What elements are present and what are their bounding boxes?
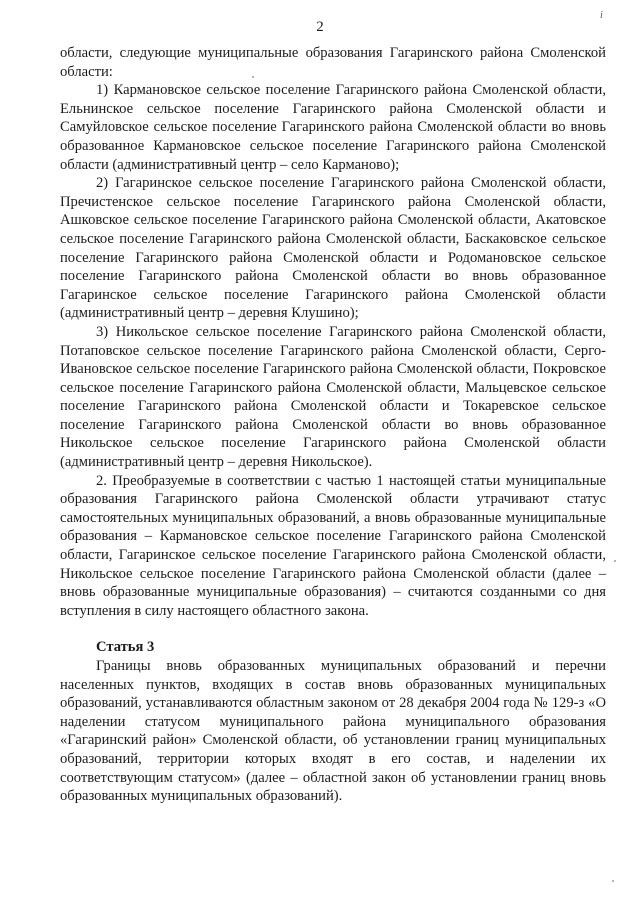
article-3-text: Границы вновь образованных муниципальных образований и перечни населенных пунктов, входящих в состав вновь образованных муниципальных образований, устанавливаются областным законом от 28 декабря 2004 года № 129-з «О наделении статусом муниципального района муниципального образования «Гагаринский район» Смоленской области, об установлении границ муниципальных образований, территории которых входят в его состав, и наделении их соответствующим статусом» (далее – областной закон об установлении границ вновь образованных муниципальных образований). — [60, 658, 606, 805]
scan-speck — [614, 560, 616, 562]
list-item-2: 2) Гагаринское сельское поселение Гагаринского района Смоленской области, Пречистенское сельское поселение Гагаринского района Смоленской области, Ашковское сельское поселение Гагаринского района Смоленской области, Акатовское сельское поселение Гагаринского района Смоленской области, Баскаковское сельское поселение Гагаринского района Смоленской области и Родомановское сельское поселение Гагаринского района Смоленской области во вновь образованное Гагаринское сельское поселение Гагаринского района Смоленской области (административный центр – деревня Клушино); — [60, 175, 606, 322]
corner-mark: і — [600, 10, 603, 21]
intro-paragraph: области, следующие муниципальные образования Гагаринского района Смоленской области: — [60, 45, 606, 80]
list-item-3: 3) Никольское сельское поселение Гагаринского района Смоленской области, Потаповское сельское поселение Гагаринского района Смоленской области, Серго-Ивановское сельское поселение Гагаринского района Смоленской области, Покровское сельское поселение Гагаринского района Смоленской области, Мальцевское сельское поселение Гагаринского района Смоленской области и Токаревское сельское поселение Гагаринского района Смоленской области во вновь образованное Никольское сельское поселение Гагаринского района Смоленской области (административный центр – деревня Никольское). — [60, 323, 606, 471]
scan-speck — [252, 76, 254, 78]
page-number: 2 — [316, 19, 324, 35]
document-body — [60, 44, 606, 806]
scan-speck — [612, 880, 614, 882]
paragraph-2: 2. Преобразуемые в соответствии с частью 1 настоящей статьи муниципальные образования Гагаринского района Смоленской области утрачивают статус самостоятельных муниципальных образований, а вновь образованные муниципальные образования – Кармановское сельское поселение Гагаринского района Смоленской области, Гагаринское сельское поселение Гагаринского района Смоленской области, Никольское сельское поселение Гагаринского района Смоленской области (далее – вновь образованные муниципальные образования) – считаются созданными со дня вступления в силу настоящего областного закона. — [60, 472, 606, 619]
article-3-title: Статья 3 — [96, 639, 155, 656]
list-item-1: 1) Кармановское сельское поселение Гагаринского района Смоленской области, Ельнинское сельское поселение Гагаринского района Смоленской области и Самуйловское сельское поселение Гагаринского района Смоленской области во вновь образованное Кармановское сельское поселение Гагаринского района Смоленской области (административный центр – село Карманово); — [60, 82, 606, 173]
